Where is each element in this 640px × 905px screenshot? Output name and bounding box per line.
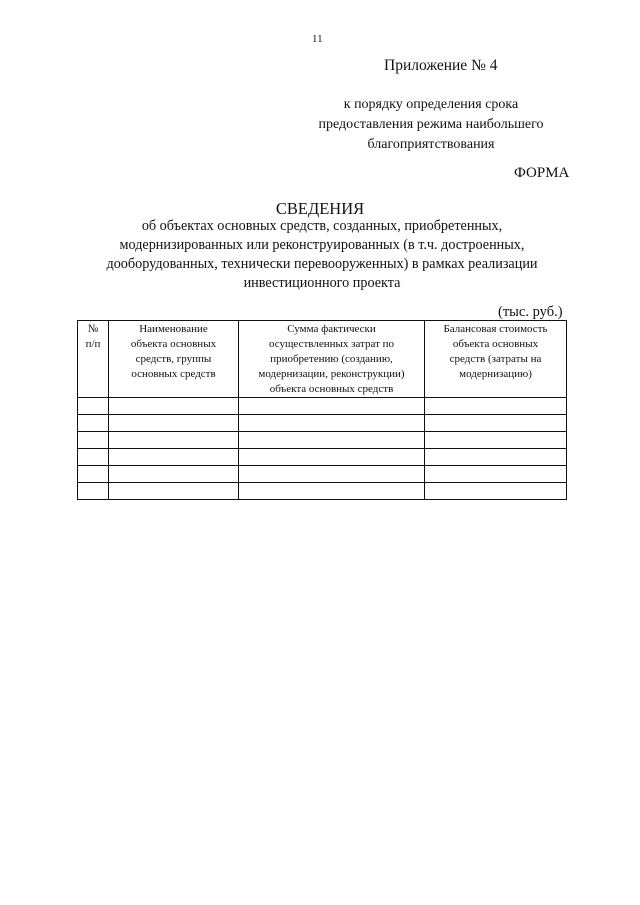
table-row xyxy=(78,432,567,449)
header-cell-actual-costs xyxy=(239,321,425,398)
header-line: основных средств xyxy=(131,368,216,380)
header-line: модернизацию) xyxy=(459,368,532,380)
header-cell-number xyxy=(78,321,109,398)
table-row xyxy=(78,483,567,500)
header-line: Наименование xyxy=(139,323,208,335)
table-cell xyxy=(109,432,239,449)
appendix-subtitle-line: к порядку определения срока xyxy=(343,97,519,112)
document-subtitle-line: дооборудованных, технически перевооруженных) в рамках реализации xyxy=(106,256,538,272)
header-line: п/п xyxy=(85,338,101,350)
header-cell-book-value xyxy=(425,321,567,398)
header-line: Сумма фактически xyxy=(287,323,376,335)
table-cell xyxy=(109,483,239,500)
appendix-subtitle xyxy=(300,95,562,155)
table-row xyxy=(78,415,567,432)
header-line: № xyxy=(87,323,99,335)
document-subtitle-line: инвестиционного проекта xyxy=(243,275,401,291)
table-cell xyxy=(239,415,425,432)
table-cell xyxy=(78,449,109,466)
table-cell xyxy=(78,466,109,483)
table-header xyxy=(78,321,567,398)
table-cell xyxy=(239,466,425,483)
table-cell xyxy=(78,432,109,449)
table-body xyxy=(78,398,567,500)
table-cell xyxy=(109,466,239,483)
table-cell xyxy=(78,398,109,415)
form-label: ФОРМА xyxy=(514,165,570,181)
table-row xyxy=(78,398,567,415)
table-cell xyxy=(425,449,567,466)
header-line: Балансовая стоимость xyxy=(443,323,548,335)
table-cell xyxy=(239,398,425,415)
table-row xyxy=(78,449,567,466)
document-subtitle-line: об объектах основных средств, созданных, приобретенных, xyxy=(141,218,503,234)
document-subtitle xyxy=(82,217,562,293)
header-line: осуществленных затрат по xyxy=(268,338,395,350)
table-cell xyxy=(78,415,109,432)
header-line: объекта основных xyxy=(452,338,539,350)
table-cell xyxy=(425,466,567,483)
document-title: СВЕДЕНИЯ xyxy=(275,199,365,218)
table-cell xyxy=(425,432,567,449)
table-cell xyxy=(109,415,239,432)
document-subtitle-line: модернизированных или реконструированных (в т.ч. достроенных, xyxy=(119,237,525,253)
page-number: 11 xyxy=(312,33,323,45)
table-cell xyxy=(425,483,567,500)
header-line: модернизации, реконструкции) xyxy=(258,368,405,380)
table-cell xyxy=(239,432,425,449)
appendix-subtitle-line: благоприятствования xyxy=(367,137,495,152)
table-header-row xyxy=(78,321,567,398)
table-cell xyxy=(78,483,109,500)
header-line: средств (затраты на xyxy=(449,353,542,365)
table-cell xyxy=(239,483,425,500)
table-row xyxy=(78,466,567,483)
units-label: (тыс. руб.) xyxy=(498,304,563,320)
header-line: объекта основных xyxy=(130,338,217,350)
table-cell xyxy=(425,415,567,432)
header-cell-asset-name xyxy=(109,321,239,398)
header-line: объекта основных средств xyxy=(269,383,394,395)
appendix-subtitle-line: предоставления режима наибольшего xyxy=(318,117,544,132)
header-line: средств, группы xyxy=(135,353,212,365)
table-cell xyxy=(425,398,567,415)
data-table xyxy=(77,320,567,500)
appendix-title: Приложение № 4 xyxy=(384,57,498,74)
table-cell xyxy=(239,449,425,466)
table-cell xyxy=(109,398,239,415)
header-line: приобретению (созданию, xyxy=(270,353,393,365)
table-cell xyxy=(109,449,239,466)
